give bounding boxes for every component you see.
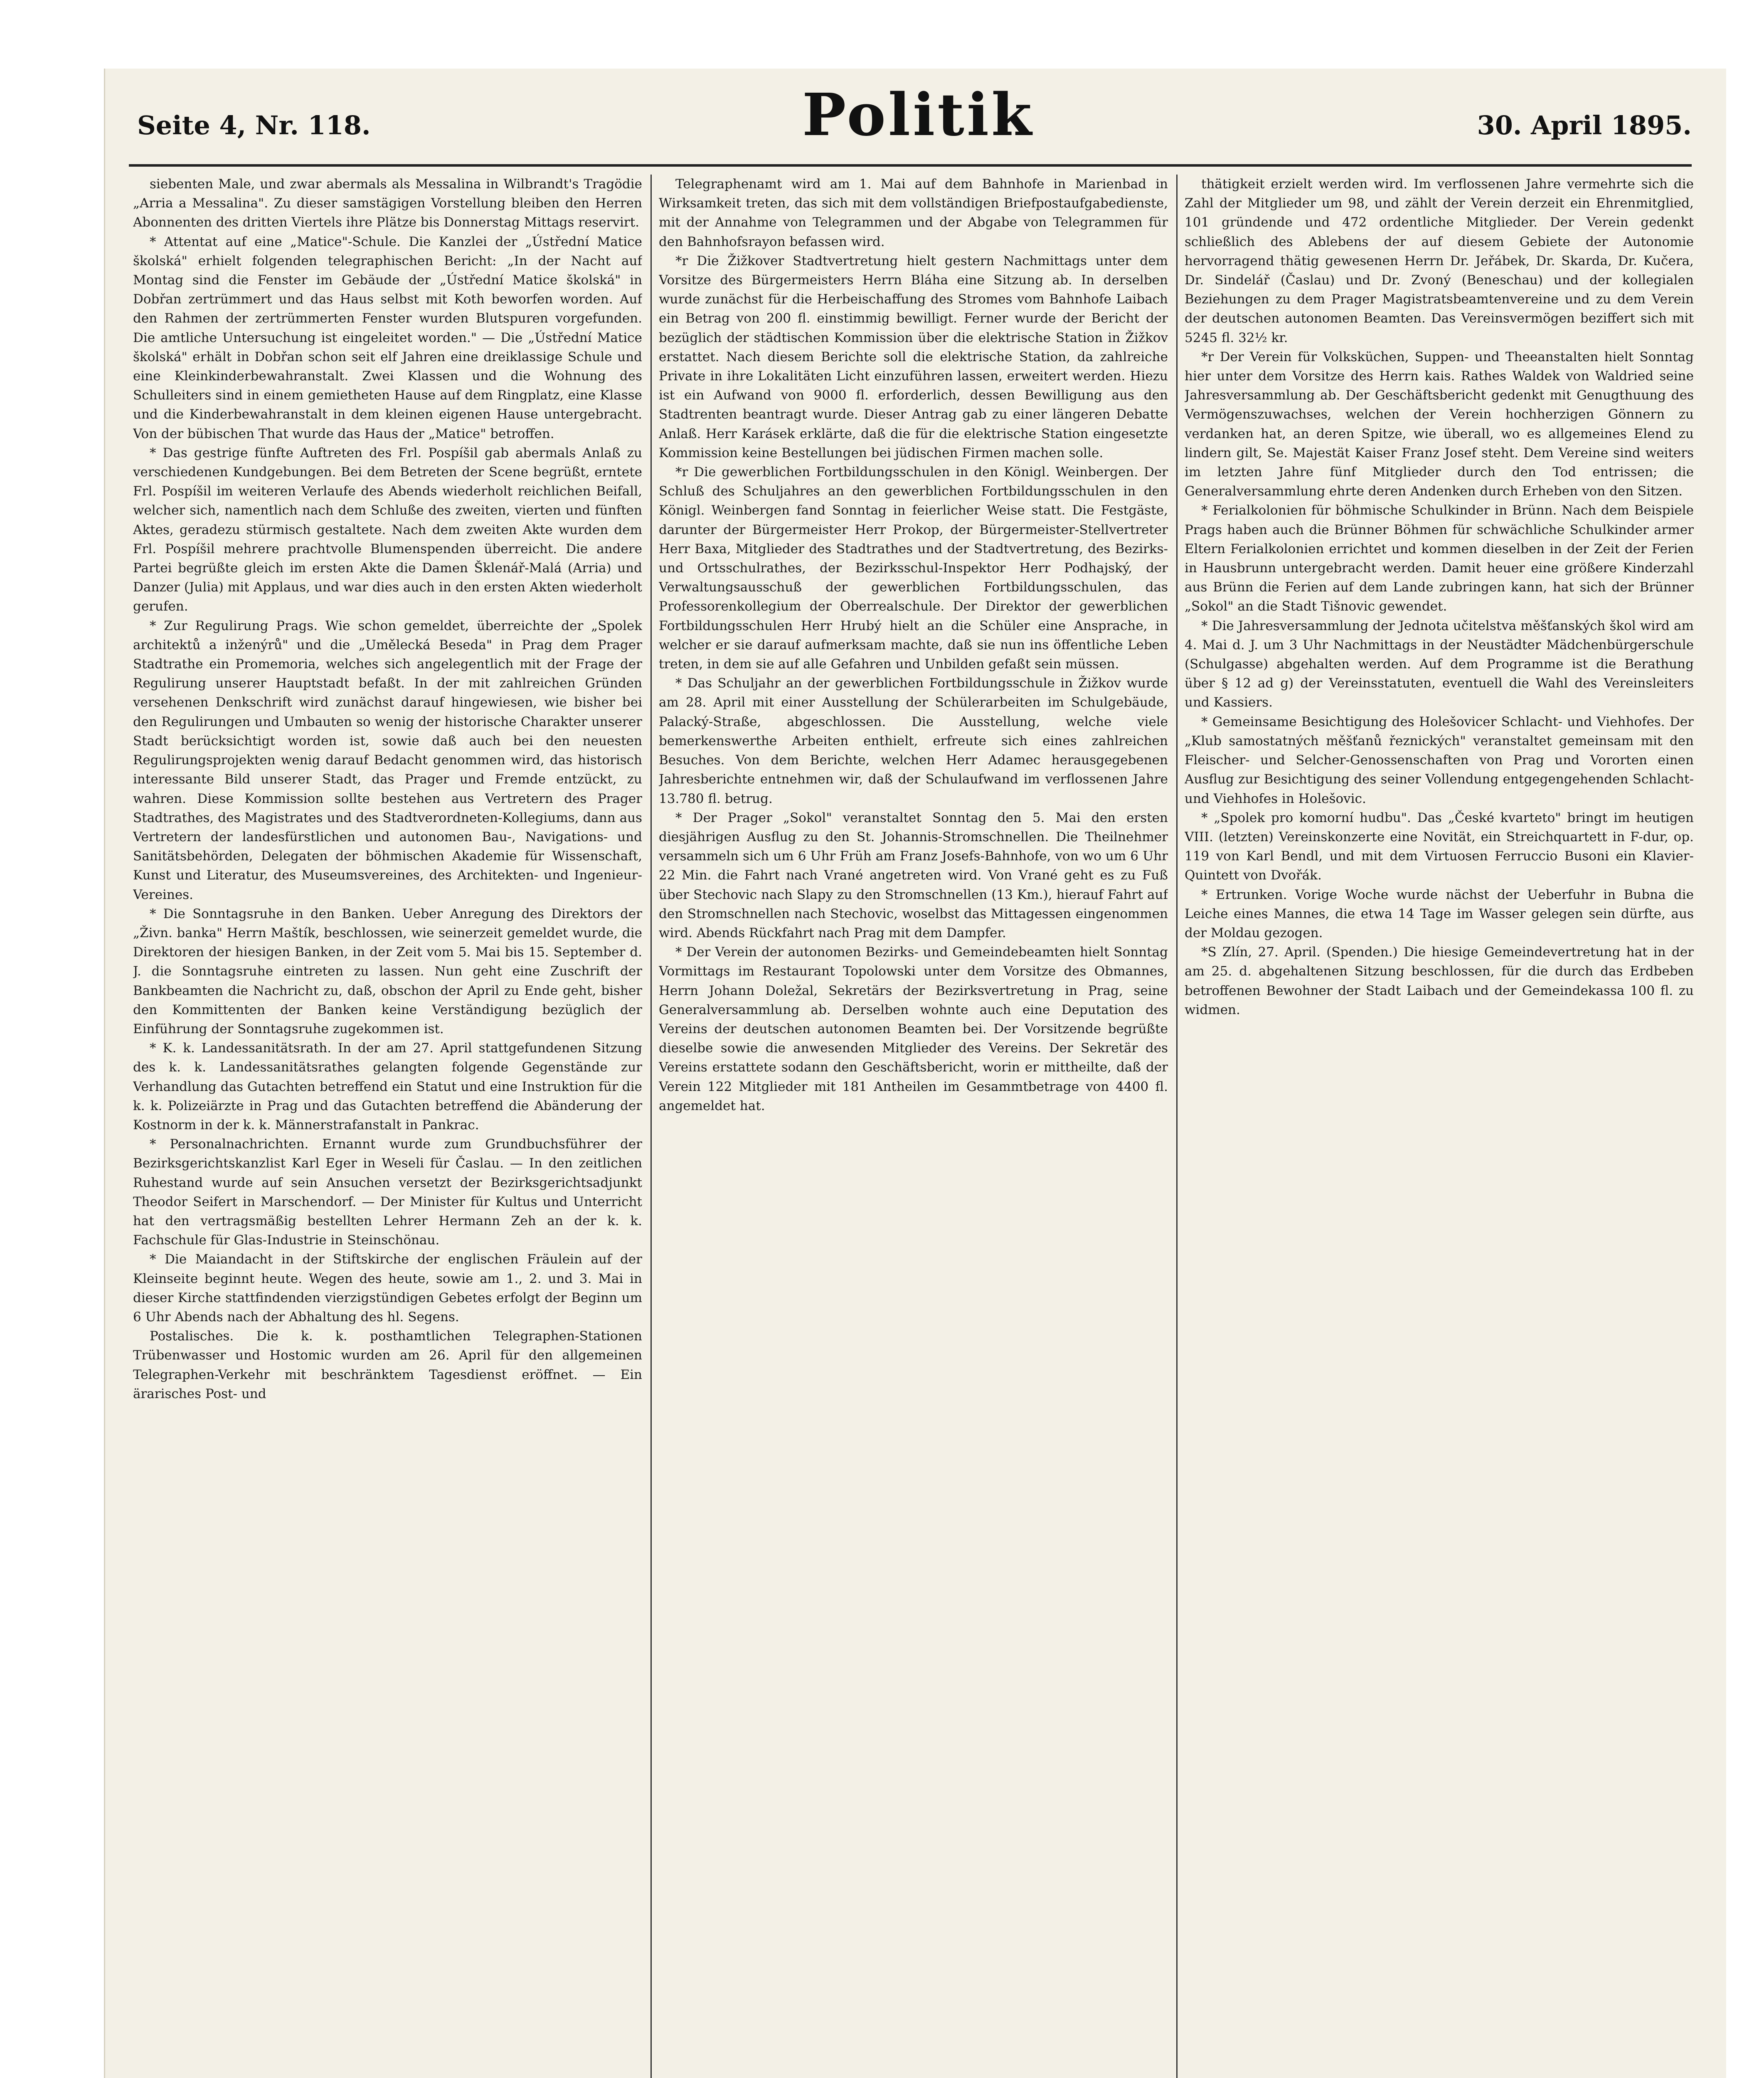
masthead-title: Politik — [802, 81, 1035, 149]
page-margin — [0, 0, 104, 2078]
article-paragraph: thätigkeit erzielt werden wird. Im verflossenen Jahre vermehrte sich die Zahl der Mitglieder um 98, und zählt der Verein derzeit ein Ehrenmitglied, 101 gründende und 472 ordentliche Mitglieder. Der Verein gedenkt schließlich des Ablebens der auf diesem Gebiete der Autonomie hervorragend thätig gewesenen Herrn Dr. Jeřábek, Dr. Skarda, Dr. Kučera, Dr. Sindelář (Časlau) und Dr. Zvoný (Beneschau) und der kollegialen Beziehungen zu dem Prager Magistratsbeamtenvereine und zu dem Verein der deutschen autonomen Beamten. Das Vereinsvermögen beziffert sich mit 5245 fl. 32½ kr. — [1185, 177, 1694, 345]
article-paragraph: *S Zlín, 27. April. (Spenden.) Die hiesige Gemeindevertretung hat in der am 25. d. abgehaltenen Sitzung beschlossen, für die durch das Erdbeben betroffenen Bewohner der Stadt Laibach und der Gemeindekassa 100 fl. zu widmen. — [1185, 945, 1694, 1017]
article-paragraph: * Die Sonntagsruhe in den Banken. Ueber Anregung des Direktors der „Živn. banka" Herrn Maštík, beschlossen, wie seinerzeit gemeldet wurde, die Direktoren der hiesigen Banken, in der Zeit vom 5. Mai bis 15. September d. J. die Sonntagsruhe eintreten zu lassen. Nun geht eine Zuschrift der Bankbeamten die Nachricht zu, daß, obschon der April zu Ende geht, bisher den Kommittenten der Banken keine Verständigung bezüglich der Einführung der Sonntagsruhe zugekommen ist. — [133, 906, 642, 1037]
article-paragraph: *r Die Žižkover Stadtvertretung hielt gestern Nachmittags unter dem Vorsitze des Bürgermeisters Herrn Bláha eine Sitzung ab. In derselben wurde zunächst für die Herbeischaffung des Stromes vom Bahnhofe Laibach ein Betrag von 200 fl. einstimmig bewilligt. Ferner wurde der Bericht der bezüglich der städtischen Kommission über die elektrische Station in Žižkov erstattet. Nach diesem Berichte soll die elektrische Station, da zahlreiche Private in ihre Lokalitäten Licht einzuführen lassen, erweitert werden. Hiezu ist ein Aufwand von 9000 fl. erforderlich, dessen Bewilligung aus den Stadtrenten beantragt wurde. Dieser Antrag gab zu einer längeren Debatte Anlaß. Herr Karásek erklärte, daß die für die elektrische Station eingesetzte Kommission keine Bestellungen bei jüdischen Firmen machen solle. — [659, 253, 1168, 460]
article-paragraph: * Attentat auf eine „Matice"-Schule. Die Kanzlei der „Ústřední Matice školská" erhielt folgenden telegraphischen Bericht: „In der Nacht auf Montag sind die Fenster im Gebäude der „Ústřední Matice školská" in Dobřan zertrümmert und das Haus selbst mit Koth beworfen worden. Auf den Rahmen der zertrümmerten Fenster wurden Blutspuren vorgefunden. Die amtliche Untersuchung ist eingeleitet worden." — Die „Ústřední Matice školská" erhält in Dobřan schon seit elf Jahren eine dreiklassige Schule und eine Kleinkinderbewahranstalt. Zwei Klassen und die Wohnung des Schulleiters sind in einem gemietheten Hause auf dem Ringplatz, eine Klasse und die Kinderbewahranstalt in dem kleinen eigenen Hause untergebracht. Von der bübischen That wurde das Haus der „Matice" betroffen. — [133, 234, 642, 441]
article-paragraph: * Das gestrige fünfte Auftreten des Frl. Pospíšil gab abermals Anlaß zu verschiedenen Kundgebungen. Bei dem Betreten der Scene begrüßt, erntete Frl. Pospíšil im weiteren Verlaufe des Abends wiederholt reichlichen Beifall, welcher sich, namentlich nach dem Schluße des zweiten, vierten und fünften Aktes, geradezu stürmisch gestaltete. Nach dem zweiten Akte wurden dem Frl. Pospíšil mehrere prachtvolle Blumenspenden überreicht. Die andere Partei begrüßte gleich im ersten Akte die Damen Šklenář-Malá (Arria) und Danzer (Julia) mit Applaus, und war dies auch in den ersten Akten wiederholt gerufen. — [133, 445, 642, 614]
article-paragraph: * Der Prager „Sokol" veranstaltet Sonntag den 5. Mai den ersten diesjährigen Ausflug zu den St. Johannis-Stromschnellen. Die Theilnehmer versammeln sich um 6 Uhr Früh am Franz Josefs-Bahnhofe, von wo um 6 Uhr 22 Min. die Fahrt nach Vrané angetreten wird. Von Vrané geht es zu Fuß über Stechovic nach Slapy zu den Stromschnellen (13 Km.), hierauf Fahrt auf den Stromschnellen nach Stechovic, woselbst das Mittagessen eingenommen wird. Abends Rückfahrt nach Prag mit dem Dampfer. — [659, 810, 1168, 941]
article-paragraph: * Die Maiandacht in der Stiftskirche der englischen Fräulein auf der Kleinseite beginnt heute. Wegen des heute, sowie am 1., 2. und 3. Mai in dieser Kirche stattfindenden vierzigstündigen Gebetes erfolgt der Beginn um 6 Uhr Abends nach der Abhaltung des hl. Segens. — [133, 1252, 642, 1325]
article-paragraph: Telegraphenamt wird am 1. Mai auf dem Bahnhofe in Marienbad in Wirksamkeit treten, das sich mit dem vollständigen Briefpostaufgabedienste, mit der Annahme von Telegrammen und der Abgabe von Telegrammen für den Bahnhofsrayon befassen wird. — [659, 177, 1168, 249]
column-divider — [1176, 175, 1178, 2078]
header-rule — [129, 164, 1692, 167]
article-paragraph: *r Die gewerblichen Fortbildungsschulen in den Königl. Weinbergen. Der Schluß des Schuljahres an den gewerblichen Fortbildungsschulen in den Königl. Weinbergen fand Sonntag in feierlicher Weise statt. Die Festgäste, darunter der Bürgermeister Herr Prokop, der Bürgermeister-Stellvertreter Herr Baxa, Mitglieder des Stadtrathes und der Stadtvertretung, des Bezirks- und Ortsschulrathes, der Bezirksschul-Inspektor Herr Podhajský, der Verwaltungsausschuß der gewerblichen Fortbildungsschulen, das Professorenkollegium der Oberrealschule. Der Direktor der gewerblichen Fortbildungsschulen Herr Hrubý hielt an die Schüler eine Ansprache, in welcher er sie darauf aufmerksam machte, daß sie nun ins öffentliche Leben treten, in dem sie auf alle Gefahren und Unbilden gefaßt sein müssen. — [659, 465, 1168, 672]
article-paragraph: * Ferialkolonien für böhmische Schulkinder in Brünn. Nach dem Beispiele Prags haben auch die Brünner Böhmen für schwächliche Schulkinder armer Eltern Ferialkolonien errichtet und kommen dieselben in der Zeit der Ferien in Hausbrunn untergebracht werden. Damit heuer eine größere Kinderzahl aus Brünn die Ferien auf dem Lande zubringen kann, hat sich der Brünner „Sokol" an die Stadt Tišnovic gewendet. — [1185, 503, 1694, 614]
article-paragraph: *r Der Verein für Volksküchen, Suppen- und Theeanstalten hielt Sonntag hier unter dem Vorsitze des Herrn kais. Rathes Waldek von Waldried seine Jahresversammlung ab. Der Geschäftsbericht gedenkt mit Genugthuung des Vermögenszuwachses, welchen der Verein hochherzigen Gönnern zu verdanken hat, an deren Spitze, wie überall, wo es allgemeines Elend zu lindern gilt, Se. Majestät Kaiser Franz Josef steht. Dem Vereine sind weiters im letzten Jahre fünf Mitglieder durch den Tod entrissen; die Generalversammlung ehrte deren Andenken durch Erheben von den Sitzen. — [1185, 349, 1694, 499]
article-paragraph: * Personalnachrichten. Ernannt wurde zum Grundbuchsführer der Bezirksgerichtskanzlist Karl Eger in Weseli für Časlau. — In den zeitlichen Ruhestand wurde auf sein Ansuchen versetzt der Bezirksgerichtsadjunkt Theodor Seifert in Marschendorf. — Der Minister für Kultus und Unterricht hat den vertragsmäßig bestellten Lehrer Hermann Zeh an der k. k. Fachschule für Glas-Industrie in Steinschönau. — [133, 1137, 642, 1248]
article-paragraph: * „Spolek pro komorní hudbu". Das „České kvarteto" bringt im heutigen VIII. (letzten) Vereinskonzerte eine Novität, ein Streichquartett in F-dur, op. 119 von Karl Bendl, und mit dem Virtuosen Ferruccio Busoni ein Klavier-Quintett von Dvořák. — [1185, 810, 1694, 883]
article-paragraph: siebenten Male, und zwar abermals als Messalina in Wilbrandt's Tragödie „Arria a Messalina". Zu dieser samstägigen Vorstellung bleiben den Herren Abonnenten des dritten Viertels ihre Plätze bis Donnerstag Mittags reservirt. — [133, 177, 642, 230]
article-paragraph: * Zur Regulirung Prags. Wie schon gemeldet, überreichte der „Spolek architektů a inženýrů" und die „Umělecká Beseda" in Prag dem Prager Stadtrathe ein Promemoria, welches sich angelegentlich mit der Frage der Regulirung unserer Hauptstadt befaßt. In der mit zahlreichen Gründen versehenen Denkschrift wird zunächst darauf hingewiesen, wie bisher bei den Regulirungen und Umbauten so wenig der historische Charakter unserer Stadt berücksichtigt worden ist, sowie daß auch bei den neuesten Regulirungsprojekten wenig darauf Bedacht genommen wird, das historisch interessante Bild unserer Stadt, das Prager und Fremde entzückt, zu wahren. Diese Kommission sollte bestehen aus Vertretern des Prager Stadtrathes, des Magistrates und des Stadtverordneten-Kollegiums, dann aus Vertretern der landesfürstlichen und autonomen Bau-, Navigations- und Sanitätsbehörden, Delegaten der böhmischen Akademie für Wissenschaft, Kunst und Literatur, des Museumsvereines, des Architekten- und Ingenieur-Vereines. — [133, 618, 642, 902]
page-header — [129, 73, 1692, 164]
article-paragraph: * Die Jahresversammlung der Jednota učitelstva měšťanských škol wird am 4. Mai d. J. um 3 Uhr Nachmittags in der Neustädter Mädchenbürgerschule (Schulgasse) abgehalten werden. Auf dem Programme ist die Berathung über § 12 ad g) der Vereinsstatuten, eventuell die Wahl des Vereinsleiters und Kassiers. — [1185, 618, 1694, 710]
article-paragraph: * Gemeinsame Besichtigung des Holešovicer Schlacht- und Viehhofes. Der „Klub samostatných měšťanů řeznických" veranstaltet gemeinsam mit den Fleischer- und Selcher-Genossenschaften von Prag und Vororten einen Ausflug zur Besichtigung des seiner Vollendung entgegengehenden Schlacht- und Viehhofes in Holešovic. — [1185, 714, 1694, 806]
article-paragraph: * K. k. Landessanitätsrath. In der am 27. April stattgefundenen Sitzung des k. k. Landessanitätsrathes gelangten folgende Gegenstände zur Verhandlung das Gutachten betreffend ein Statut und eine Instruktion für die k. k. Polizeiärzte in Prag und das Gutachten betreffend die Abänderung der Kostnorm in der k. k. Männerstrafanstalt in Pankrac. — [133, 1041, 642, 1133]
article-paragraph: * Das Schuljahr an der gewerblichen Fortbildungsschule in Žižkov wurde am 28. April mit einer Ausstellung der Schülerarbeiten im Schulgebäude, Palacký-Straße, abgeschlossen. Die Ausstellung, welche viele bemerkenswerthe Arbeiten enthielt, erfreute sich eines zahlreichen Besuches. Von dem Berichte, welchen Herr Adamec herausgegebenen Jahresberichte entnehmen wir, daß der Schulaufwand im verflossenen Jahre 13.780 fl. betrug. — [659, 676, 1168, 806]
column-divider — [650, 175, 652, 2078]
article-paragraph: Postalisches. Die k. k. posthamtlichen Telegraphen-Stationen Trübenwasser und Hostomic wurden am 26. April für den allgemeinen Telegraphen-Verkehr mit beschränktem Tagesdienst eröffnet. — Ein ärarisches Post- und — [133, 1329, 642, 1401]
article-paragraph: * Der Verein der autonomen Bezirks- und Gemeindebeamten hielt Sonntag Vormittags im Restaurant Topolowski unter dem Vorsitze des Obmannes, Herrn Johann Doležal, Sekretärs der Bezirksvertretung in Prag, seine Generalversammlung ab. Derselben wohnte auch eine Deputation des Vereins der deutschen autonomen Beamten bei. Der Vorsitzende begrüßte dieselbe sowie die anwesenden Mitglieder des Vereins. Der Sekretär des Vereins erstattete sodann den Geschäftsbericht, worin er mittheilte, daß der Verein 122 Mitglieder mit 181 Antheilen im Gesammtbetrage von 4400 fl. angemeldet hat. — [659, 945, 1168, 1113]
column-2 — [659, 175, 1168, 2078]
column-1 — [133, 175, 642, 2078]
article-paragraph: * Ertrunken. Vorige Woche wurde nächst der Ueberfuhr in Bubna die Leiche eines Mannes, die etwa 14 Tage im Wasser gelegen sein dürfte, aus der Moldau gezogen. — [1185, 887, 1694, 941]
page-number: Seite 4, Nr. 118. — [137, 110, 371, 140]
column-3 — [1185, 175, 1694, 2078]
issue-date: 30. April 1895. — [1477, 110, 1692, 140]
